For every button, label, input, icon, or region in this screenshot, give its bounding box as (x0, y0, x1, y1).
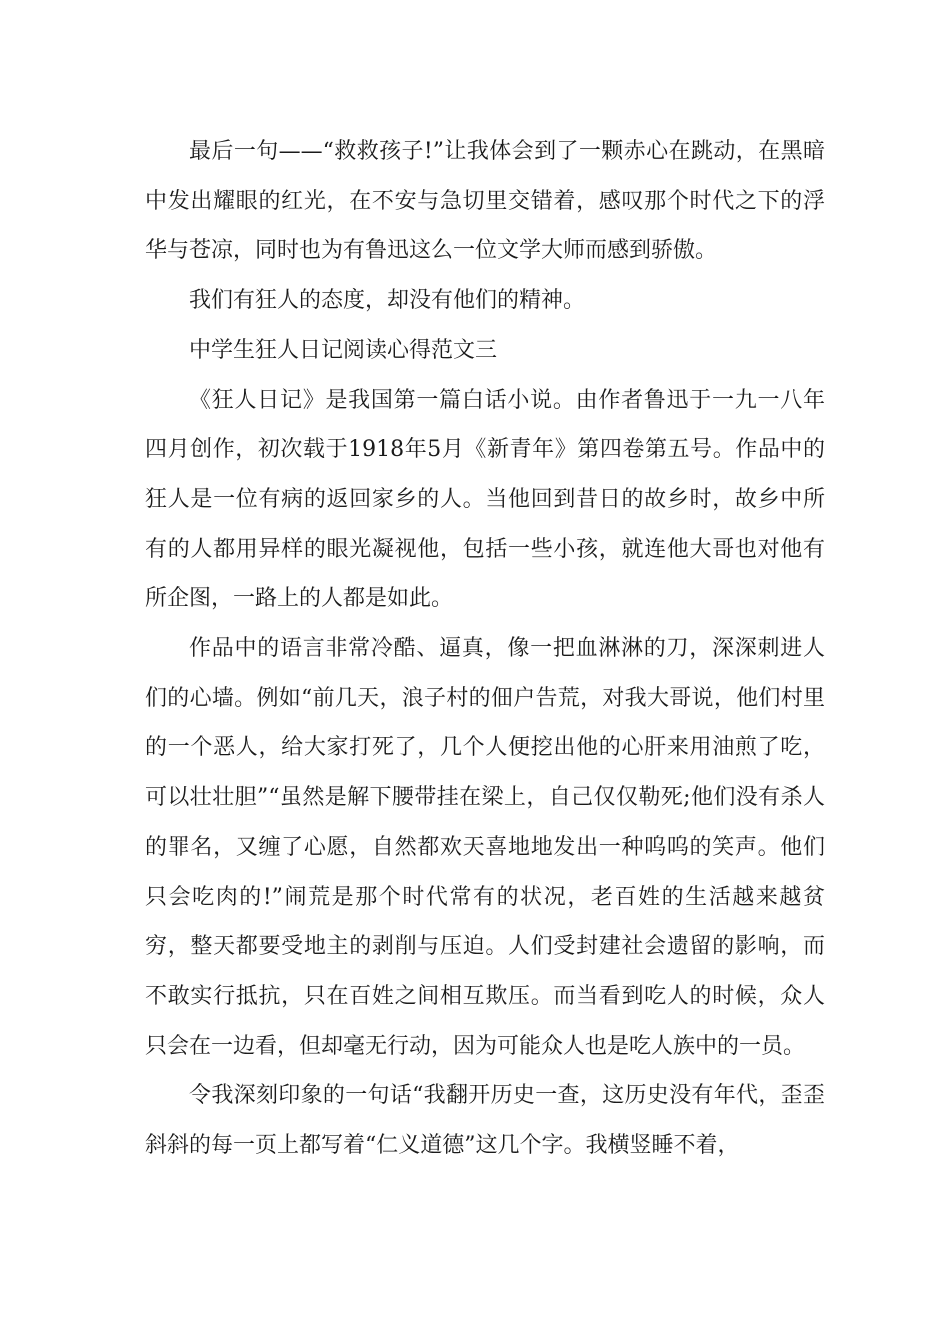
paragraph-1: 最后一句——“救救孩子!”让我体会到了一颗赤心在跳动，在黑暗中发出耀眼的红光，在不安与急切里交错着，感叹那个时代之下的浮华与苍凉，同时也为有鲁迅这么一位文学大师而感到骄傲。 (145, 139, 825, 264)
paragraph-4: 作品中的语言非常冷酷、逼真，像一把血淋淋的刀，深深刺进人们的心墙。例如“前几天，浪子村的佃户告荒，对我大哥说，他们村里的一个恶人，给大家打死了，几个人便挖出他的心肝来用油煎了吃，可以壮壮胆”“虽然是解下腰带挂在梁上，自己仅仅勒死;他们没有杀人的罪名，又缠了心愿，自然都欢天喜地地发出一种呜呜的笑声。他们只会吃肉的!”闹荒是那个时代常有的状况，老百姓的生活越来越贫穷，整天都要受地主的剥削与压迫。人们受封建社会遗留的影响，而不敢实行抵抗，只在百姓之间相互欺压。而当看到吃人的时候，众人只会在一边看，但却毫无行动，因为可能众人也是吃人族中的一员。 (145, 636, 825, 1059)
section-heading: 中学生狂人日记阅读心得范文三 (189, 337, 498, 363)
paragraph-2: 我们有狂人的态度，却没有他们的精神。 (189, 288, 586, 314)
paragraph-3: 《狂人日记》是我国第一篇白话小说。由作者鲁迅于一九一八年四月创作，初次载于1918年5月《新青年》第四卷第五号。作品中的狂人是一位有病的返回家乡的人。当他回到昔日的故乡时，故乡中所有的人都用异样的眼光凝视他，包括一些小孩，就连他大哥也对他有所企图，一路上的人都是如此。 (145, 387, 825, 612)
document-body (145, 127, 825, 1171)
paragraph-5: 令我深刻印象的一句话“我翻开历史一查，这历史没有年代，歪歪斜斜的每一页上都写着“仁义道德”这几个字。我横竖睡不着， (145, 1083, 825, 1159)
